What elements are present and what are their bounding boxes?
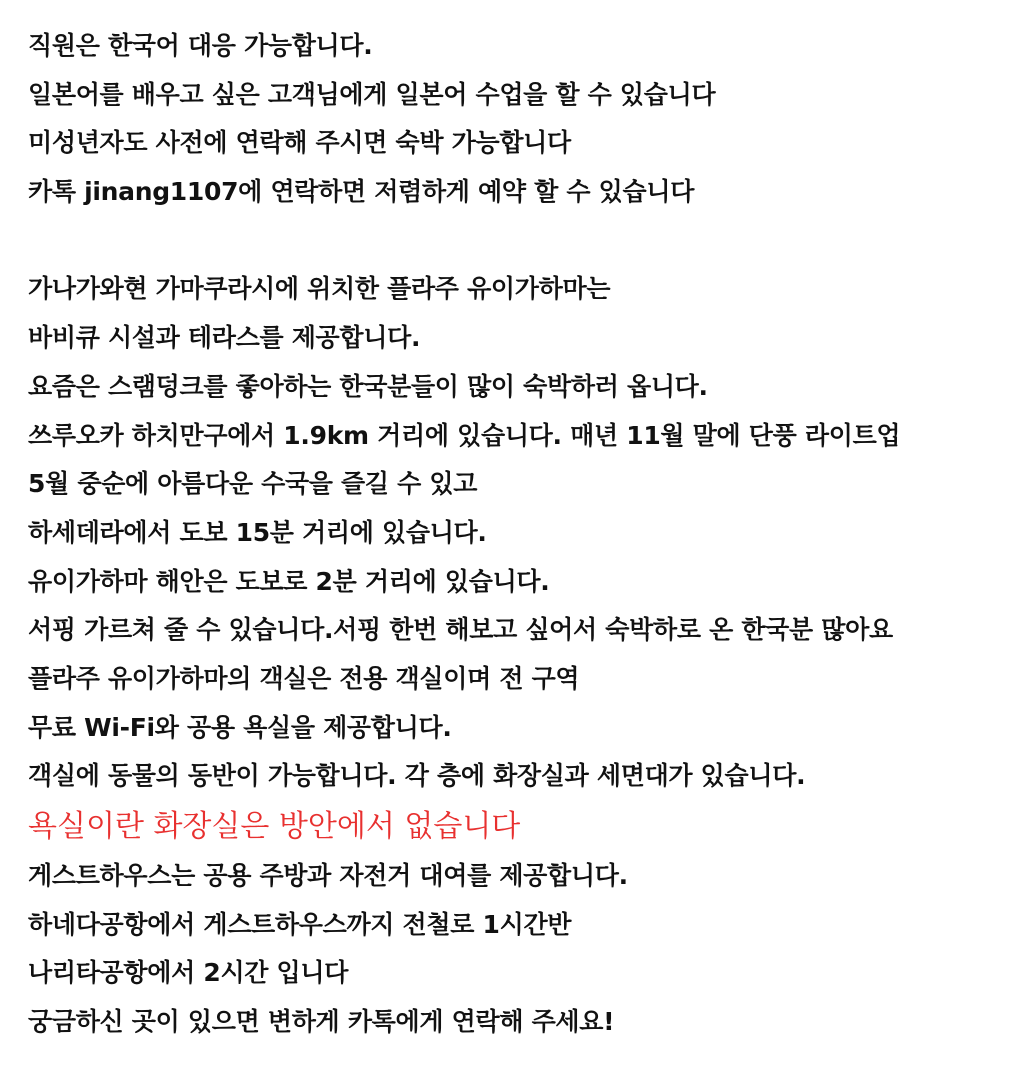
text-line-kakao-contact: 카톡 jinang1107에 연락하면 저렴하게 예약 할 수 있습니다 (28, 177, 695, 207)
text-line-staff-korean: 직원은 한국어 대응 가능합니다. (28, 31, 373, 60)
text-line-bbq: 바비큐 시설과 테라스를 제공합니다. (28, 323, 421, 353)
text-line-kitchen: 게스트하우스는 공용 주방과 자전거 대여를 제공합니다. (28, 861, 628, 890)
text-line-location: 가나가와현 가마쿠라시에 위치한 플라주 유이가하마는 (28, 274, 611, 304)
text-line-contact: 궁금하신 곳이 있으면 변하게 카톡에게 연락해 주세요! (28, 1007, 615, 1037)
text-line-minors: 미성년자도 사전에 연락해 주시면 숙박 가능합니다 (28, 128, 571, 158)
text-line-surfing: 서핑 가르쳐 줄 수 있습니다.서핑 한번 해보고 싶어서 숙박하로 온 한국분 많아요 (28, 615, 893, 645)
text-line-narita: 나리타공항에서 2시간 입니다 (28, 958, 349, 988)
text-line-hasedera: 하세데라에서 도보 15분 거리에 있습니다. (28, 517, 487, 547)
document-body (28, 22, 1018, 1047)
text-line-tsurugaoka: 쓰루오카 하치만구에서 1.9km 거리에 있습니다. 매년 11월 말에 단풍 라이트업 (28, 420, 901, 450)
text-line-japanese-lessons: 일본어를 배우고 싶은 고객님에게 일본어 수업을 할 수 있습니다 (28, 79, 716, 109)
text-line-slamdunk: 요즘은 스램덩크를 좋아하는 한국분들이 많이 숙박하러 옵니다. (28, 371, 708, 401)
paragraph-gap (28, 217, 1018, 266)
text-line-beach: 유이가하마 해안은 도보로 2분 거리에 있습니다. (28, 566, 550, 596)
text-line-pets: 객실에 동물의 동반이 가능합니다. 각 층에 화장실과 세면대가 있습니다. (28, 761, 806, 791)
text-line-rooms: 플라주 유이가하마의 객실은 전용 객실이며 전 구역 (28, 663, 580, 693)
text-line-haneda: 하네다공항에서 게스트하우스까지 전철로 1시간반 (28, 909, 572, 939)
highlight-notice: 욕실이란 화장실은 방안에서 없습니다 (28, 809, 521, 844)
text-line-hydrangea: 5월 중순에 아름다운 수국을 즐길 수 있고 (28, 469, 478, 499)
text-line-wifi: 무료 Wi-Fi와 공용 욕실을 제공합니다. (28, 712, 452, 742)
